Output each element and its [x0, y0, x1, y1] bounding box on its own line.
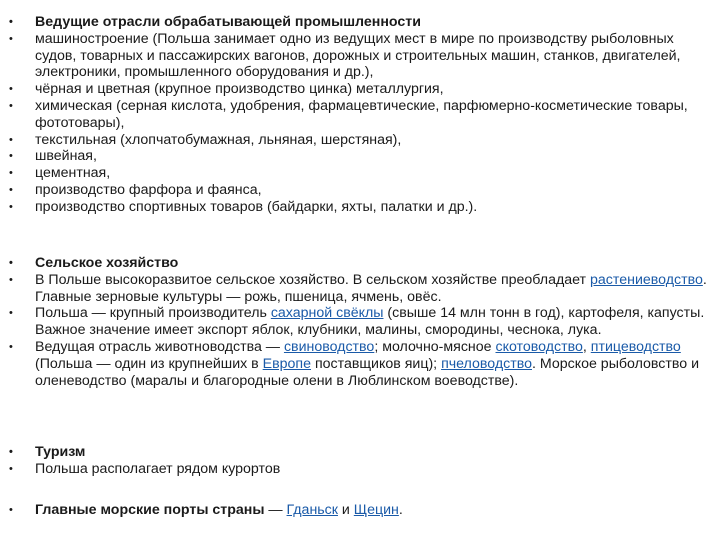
link-plant-growing[interactable]: растениеводство: [590, 271, 703, 288]
text-span: Ведущая отрасль животноводства —: [35, 338, 284, 355]
industry-item: • текстильная (хлопчатобумажная, льняная, шерстяная),: [0, 132, 720, 149]
industry-item: • химическая (серная кислота, удобрения, фармацевтические, парфюмерно-косметические товары, фототовары),: [0, 98, 720, 132]
text-span: (свыше 14 млн тонн в год), картофеля, капусты. Важное значение имеет экспорт яблок, клубники, малины, смородины, чеснока, лука.: [35, 305, 705, 339]
link-sugar-beet[interactable]: сахарной свёклы: [270, 305, 384, 322]
agriculture-paragraph: [0, 305, 720, 339]
text-span: ; молочно-мясное: [374, 338, 496, 355]
link-szczecin[interactable]: Щецин: [353, 502, 399, 518]
industry-item: • цементная,: [0, 165, 720, 182]
industry-heading: • Ведущие отрасли обрабатывающей промышленности: [0, 14, 720, 31]
agriculture-heading: • Сельское хозяйство: [0, 255, 720, 272]
link-gdansk[interactable]: Гданьск: [286, 502, 338, 518]
agriculture-section: [0, 255, 720, 389]
ports-paragraph: [0, 502, 720, 519]
text-span: поставщиков яиц);: [311, 355, 442, 372]
tourism-text: • Польша располагает рядом курортов: [0, 461, 720, 478]
agriculture-paragraph: [0, 339, 720, 389]
text-span: ,: [582, 338, 591, 355]
link-cattle-breeding[interactable]: скотоводство: [495, 338, 583, 355]
text-span: В Польше высокоразвитое сельское хозяйство. В сельском хозяйстве преобладает: [35, 271, 590, 288]
industry-item: • машиностроение (Польша занимает одно из ведущих мест в мире по производству рыболовных судов, товарных и пассажирских вагонов, дорожных и строительных машин, станков, двигателей, электроники, промышленного оборудования и др.),: [0, 31, 720, 81]
text-span: (Польша — один из крупнейших в: [35, 355, 263, 372]
text-span: . Главные зерновые культуры — рожь, пшеница, ячмень, овёс.: [35, 271, 707, 305]
ports-section: [0, 502, 720, 519]
text-span: Польша — крупный производитель: [35, 305, 271, 322]
text-span: .: [398, 502, 403, 518]
link-pig-farming[interactable]: свиноводство: [283, 338, 375, 355]
link-beekeeping[interactable]: пчеловодство: [441, 355, 532, 372]
industry-section: [0, 14, 720, 216]
text-span: и: [337, 502, 354, 518]
ports-heading: Главные морские порты страны: [35, 502, 265, 518]
tourism-section: [0, 444, 720, 478]
agriculture-paragraph: [0, 272, 720, 306]
industry-item: • производство спортивных товаров (байдарки, яхты, палатки и др.).: [0, 199, 720, 216]
industry-item: • чёрная и цветная (крупное производство цинка) металлургия,: [0, 81, 720, 98]
industry-item: • швейная,: [0, 148, 720, 165]
text-span: —: [264, 502, 287, 518]
industry-item: • производство фарфора и фаянса,: [0, 182, 720, 199]
tourism-heading: • Туризм: [0, 444, 720, 461]
link-poultry-farming[interactable]: птицеводство: [590, 338, 681, 355]
link-europe[interactable]: Европе: [262, 355, 311, 372]
text-span: . Морское рыболовство и оленеводство (маралы и благородные олени в Люблинском воеводстве).: [35, 355, 700, 389]
